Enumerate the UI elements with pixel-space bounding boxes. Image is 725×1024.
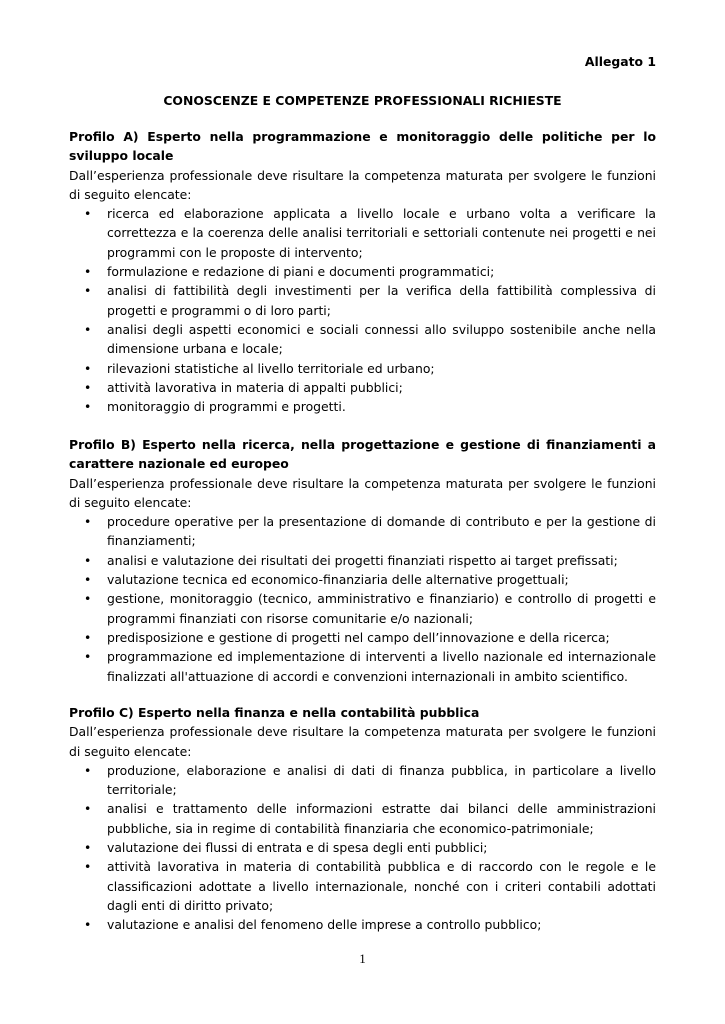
document-title: CONOSCENZE E COMPETENZE PROFESSIONALI RICHIESTE: [163, 93, 562, 108]
profile-c-section: [69, 703, 656, 935]
profile-b-heading: Profilo B) Esperto nella ricerca, nella progettazione e gestione di finanziamenti a carattere nazionale ed europeo: [69, 437, 656, 472]
bullet-icon: •: [84, 572, 92, 588]
bullet-icon: •: [84, 801, 92, 817]
bullet-icon: •: [84, 514, 92, 530]
list-item: • analisi di fattibilità degli investimenti per la verifica della fattibilità complessiva di progetti e programmi o di loro parti;: [84, 283, 656, 318]
bullet-icon: •: [84, 321, 92, 337]
profile-b-list: [69, 512, 656, 686]
list-item: • ricerca ed elaborazione applicata a livello locale e urbano volta a verificare la correttezza e la coerenza delle analisi territoriali e settoriali contenute nei progetti e nei programmi con le proposte di intervento;: [84, 206, 656, 260]
profile-c-intro: Dall’esperienza professionale deve risultare la competenza maturata per svolgere le funzioni di seguito elencate:: [69, 724, 656, 759]
list-item: • formulazione e redazione di piani e documenti programmatici;: [69, 262, 656, 281]
profile-a-intro: Dall’esperienza professionale deve risultare la competenza maturata per svolgere le funzioni di seguito elencate:: [69, 167, 656, 202]
list-item: • analisi degli aspetti economici e sociali connessi allo sviluppo sostenibile anche nella dimensione urbana e locale;: [84, 321, 656, 357]
list-item: • analisi e trattamento delle informazioni estratte dai bilanci delle amministrazioni pubbliche, sia in regime di contabilità finanziaria che economico-patrimoniale;: [84, 801, 656, 836]
list-item: • gestione, monitoraggio (tecnico, amministrativo e finanziario) e controllo di progetti e programmi finanziati con risorse comunitarie e/o nazionali;: [84, 591, 656, 626]
bullet-icon: •: [84, 379, 92, 395]
bullet-icon: •: [84, 264, 92, 280]
bullet-icon: •: [84, 283, 92, 299]
bullet-icon: •: [84, 399, 92, 415]
list-item: • monitoraggio di programmi e progetti.: [69, 397, 656, 416]
bullet-icon: •: [84, 591, 92, 607]
bullet-icon: •: [84, 206, 92, 222]
bullet-icon: •: [84, 552, 92, 568]
list-item: • predisposizione e gestione di progetti nel campo dell’innovazione e della ricerca;: [69, 628, 656, 647]
list-item: • attività lavorativa in materia di appalti pubblici;: [69, 378, 656, 397]
bullet-icon: •: [84, 859, 92, 875]
profile-a-heading: Profilo A) Esperto nella programmazione e monitoraggio delle politiche per lo sviluppo locale: [69, 129, 656, 164]
list-item: • rilevazioni statistiche al livello territoriale ed urbano;: [69, 359, 656, 378]
list-item: • procedure operative per la presentazione di domande di contributo e per la gestione di finanziamenti;: [84, 514, 656, 549]
list-item: • analisi e valutazione dei risultati dei progetti finanziati rispetto ai target prefissati;: [69, 551, 656, 570]
list-item: • programmazione ed implementazione di interventi a livello nazionale ed internazionale finalizzati all'attuazione di accordi e convenzioni internazionali in ambito scientifico.: [84, 649, 656, 684]
bullet-icon: •: [84, 360, 92, 376]
profile-c-list: [69, 761, 656, 935]
bullet-icon: •: [84, 840, 92, 856]
profile-a-section: [69, 127, 656, 416]
profile-c-heading: Profilo C) Esperto nella finanza e nella contabilità pubblica: [69, 705, 480, 720]
list-item: • valutazione dei flussi di entrata e di spesa degli enti pubblici;: [69, 838, 656, 857]
list-item: • valutazione tecnica ed economico-finanziaria delle alternative progettuali;: [69, 570, 656, 589]
profile-b-intro: Dall’esperienza professionale deve risultare la competenza maturata per svolgere le funzioni di seguito elencate:: [69, 475, 656, 510]
bullet-icon: •: [84, 629, 92, 645]
page-number: 1: [359, 951, 366, 966]
bullet-icon: •: [84, 917, 92, 933]
attachment-label: Allegato 1: [584, 54, 656, 69]
list-item: • attività lavorativa in materia di contabilità pubblica e di raccordo con le regole e le classificazioni adottate a livello internazionale, nonché con i criteri contabili adottati dagli enti di diritto privato;: [84, 859, 656, 913]
bullet-icon: •: [84, 649, 92, 665]
list-item: • produzione, elaborazione e analisi di dati di finanza pubblica, in particolare a livello territoriale;: [84, 762, 656, 798]
bullet-icon: •: [84, 762, 92, 778]
profile-b-section: [69, 435, 656, 686]
profile-a-list: [69, 204, 656, 416]
list-item: • valutazione e analisi del fenomeno delle imprese a controllo pubblico;: [69, 915, 656, 934]
